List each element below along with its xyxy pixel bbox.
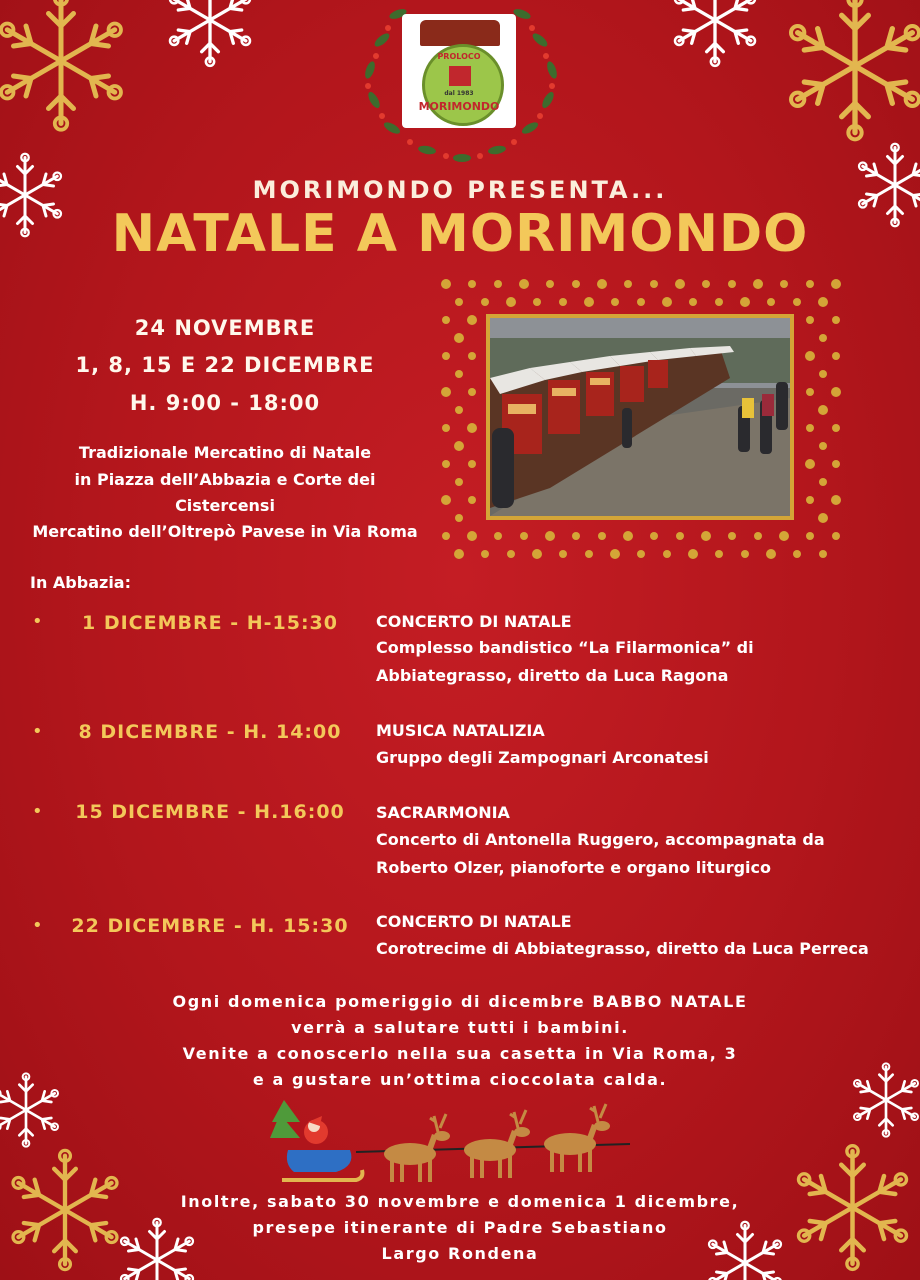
- gold-dot: [441, 387, 451, 397]
- date-line-3: H. 9:00 - 18:00: [129, 391, 321, 415]
- gold-dot: [637, 550, 645, 558]
- gold-dot: [805, 351, 815, 361]
- gold-dot: [597, 279, 607, 289]
- gold-dot: [689, 298, 697, 306]
- gold-dot: [832, 532, 840, 540]
- gold-dot: [441, 279, 451, 289]
- gold-dot: [818, 297, 828, 307]
- event-4-date: 22 DICEMBRE - H. 15:30: [71, 915, 349, 937]
- event-3-desc-1: Concerto di Antonella Ruggero, accompagnata da: [376, 830, 825, 849]
- program-heading: In Abbazia:: [30, 573, 131, 592]
- gold-dot: [468, 460, 476, 468]
- gold-dot: [676, 532, 684, 540]
- event-2-title: MUSICA NATALIZIA: [376, 721, 545, 740]
- gold-dot: [766, 549, 776, 559]
- gold-dot: [455, 478, 463, 486]
- gold-dot: [793, 298, 801, 306]
- gold-dot: [637, 298, 645, 306]
- gold-dot: [831, 387, 841, 397]
- santa-line-3: Venite a conoscerlo nella sua casetta in Via Roma, 3: [182, 1044, 738, 1063]
- gold-dot: [819, 478, 827, 486]
- market-line-1: Tradizionale Mercatino di Natale: [78, 443, 372, 462]
- gold-dot: [806, 388, 814, 396]
- gold-dot: [818, 405, 828, 415]
- gold-dot: [831, 495, 841, 505]
- event-3-desc-2: Roberto Olzer, pianoforte e organo liturgico: [376, 858, 772, 877]
- gold-dot: [662, 297, 672, 307]
- santa-line-2: verrà a salutare tutti i bambini.: [291, 1018, 629, 1037]
- gold-dot: [506, 297, 516, 307]
- event-2-desc-1: Gruppo degli Zampognari Arconatesi: [376, 748, 709, 767]
- gold-dot: [455, 298, 463, 306]
- gold-dot: [819, 550, 827, 558]
- event-1-desc-1: Complesso bandistico “La Filarmonica” di: [376, 638, 754, 657]
- gold-dot: [701, 531, 711, 541]
- event-4-title: CONCERTO DI NATALE: [376, 912, 572, 931]
- gold-dot: [572, 280, 580, 288]
- gold-dot: [832, 316, 840, 324]
- gold-dot: [740, 297, 750, 307]
- main-title: NATALE A MORIMONDO: [111, 204, 809, 264]
- event-4-desc-1: Corotrecime di Abbiategrasso, diretto da Luca Perreca: [376, 939, 869, 958]
- gold-dot: [468, 388, 476, 396]
- gold-dot: [728, 532, 736, 540]
- bullet-1: •: [32, 611, 43, 632]
- gold-dot: [675, 279, 685, 289]
- logo-year: dal 1983: [444, 90, 474, 97]
- gold-dot: [454, 549, 464, 559]
- gold-dot: [454, 441, 464, 451]
- bullet-3: •: [32, 801, 43, 822]
- gold-dot: [819, 442, 827, 450]
- gold-dot: [832, 424, 840, 432]
- gold-dot: [467, 315, 477, 325]
- gold-dot: [467, 423, 477, 433]
- gold-dot: [767, 298, 775, 306]
- market-photo-frame: [438, 276, 850, 562]
- gold-dot: [546, 280, 554, 288]
- gold-dot: [806, 316, 814, 324]
- snowflake-icon: [160, 0, 260, 70]
- gold-dot: [624, 280, 632, 288]
- bullet-4: •: [32, 915, 43, 936]
- gold-dot: [519, 279, 529, 289]
- logo-house-icon: [449, 66, 471, 86]
- gold-dot: [702, 280, 710, 288]
- gold-dot: [663, 550, 671, 558]
- gold-dot: [610, 549, 620, 559]
- gold-dot: [559, 298, 567, 306]
- gold-dot: [455, 514, 463, 522]
- gold-dot: [481, 298, 489, 306]
- gold-dot: [545, 531, 555, 541]
- snowflake-icon: [0, 0, 136, 136]
- gold-dot: [779, 531, 789, 541]
- gold-dot: [806, 532, 814, 540]
- gold-dot: [741, 550, 749, 558]
- gold-dot: [532, 549, 542, 559]
- footer-line-1: Inoltre, sabato 30 novembre e domenica 1 dicembre,: [180, 1192, 740, 1211]
- footer-line-3: Largo Rondena: [381, 1244, 539, 1263]
- event-1-desc-2: Abbiategrasso, diretto da Luca Ragona: [376, 666, 729, 685]
- gold-dot: [819, 370, 827, 378]
- gold-dot: [533, 298, 541, 306]
- gold-dot: [494, 532, 502, 540]
- gold-dot: [806, 280, 814, 288]
- gold-dot: [442, 316, 450, 324]
- logo-name: MORIMONDO: [418, 100, 500, 113]
- gold-dot: [442, 460, 450, 468]
- gold-dot: [454, 333, 464, 343]
- gold-dot: [442, 532, 450, 540]
- footer-line-2: presepe itinerante di Padre Sebastiano: [252, 1218, 668, 1237]
- gold-dot: [442, 424, 450, 432]
- gold-dot: [818, 513, 828, 523]
- gold-dot: [467, 531, 477, 541]
- gold-dot: [806, 424, 814, 432]
- gold-dot: [442, 352, 450, 360]
- event-1-date: 1 DICEMBRE - H-15:30: [82, 612, 338, 634]
- santa-line-1: Ogni domenica pomeriggio di dicembre BABBO NATALE: [172, 992, 748, 1011]
- gold-dot: [650, 532, 658, 540]
- date-line-2: 1, 8, 15 E 22 DICEMBRE: [75, 353, 375, 377]
- gold-dot: [688, 549, 698, 559]
- gold-dot: [715, 298, 723, 306]
- gold-dot: [507, 550, 515, 558]
- snowflake-icon: [775, 0, 920, 146]
- gold-dot: [584, 297, 594, 307]
- bullet-2: •: [32, 721, 43, 742]
- market-photo: [486, 314, 794, 520]
- market-line-2: in Piazza dell’Abbazia e Corte dei: [74, 470, 376, 489]
- gold-dot: [832, 352, 840, 360]
- gold-dot: [715, 550, 723, 558]
- gold-dot: [441, 495, 451, 505]
- market-line-4: Mercatino dell’Oltrepò Pavese in Via Roma: [32, 522, 418, 541]
- gold-dot: [468, 352, 476, 360]
- snowflake-icon: [665, 0, 765, 70]
- gold-dot: [650, 280, 658, 288]
- event-3-title: SACRARMONIA: [376, 803, 510, 822]
- presenta-heading: MORIMONDO PRESENTA...: [252, 176, 668, 204]
- gold-dot: [806, 496, 814, 504]
- gold-dot: [753, 279, 763, 289]
- event-2-date: 8 DICEMBRE - H. 14:00: [78, 721, 342, 743]
- gold-dot: [611, 298, 619, 306]
- gold-dot: [494, 280, 502, 288]
- gold-dot: [572, 532, 580, 540]
- santa-line-4: e a gustare un’ottima cioccolata calda.: [252, 1070, 668, 1089]
- gold-dot: [819, 334, 827, 342]
- gold-dot: [468, 280, 476, 288]
- market-line-3: Cistercensi: [175, 496, 275, 515]
- gold-dot: [559, 550, 567, 558]
- logo-roof: [420, 20, 500, 46]
- date-line-1: 24 NOVEMBRE: [134, 316, 316, 340]
- gold-dot: [455, 370, 463, 378]
- gold-dot: [728, 280, 736, 288]
- gold-dot: [520, 532, 528, 540]
- gold-dot: [468, 496, 476, 504]
- gold-dot: [623, 531, 633, 541]
- gold-dot: [831, 279, 841, 289]
- event-1-title: CONCERTO DI NATALE: [376, 612, 572, 631]
- gold-dot: [754, 532, 762, 540]
- gold-dot: [585, 550, 593, 558]
- logo-wreath: [352, 0, 568, 170]
- gold-dot: [455, 406, 463, 414]
- logo-top-text: PROLOCO: [437, 52, 481, 61]
- gold-dot: [780, 280, 788, 288]
- event-3-date: 15 DICEMBRE - H.16:00: [75, 801, 345, 823]
- santa-sleigh-icon: [270, 1092, 640, 1188]
- gold-dot: [481, 550, 489, 558]
- gold-dot: [805, 459, 815, 469]
- gold-dot: [832, 460, 840, 468]
- proloco-logo: [402, 14, 516, 128]
- gold-dot: [598, 532, 606, 540]
- gold-dot: [793, 550, 801, 558]
